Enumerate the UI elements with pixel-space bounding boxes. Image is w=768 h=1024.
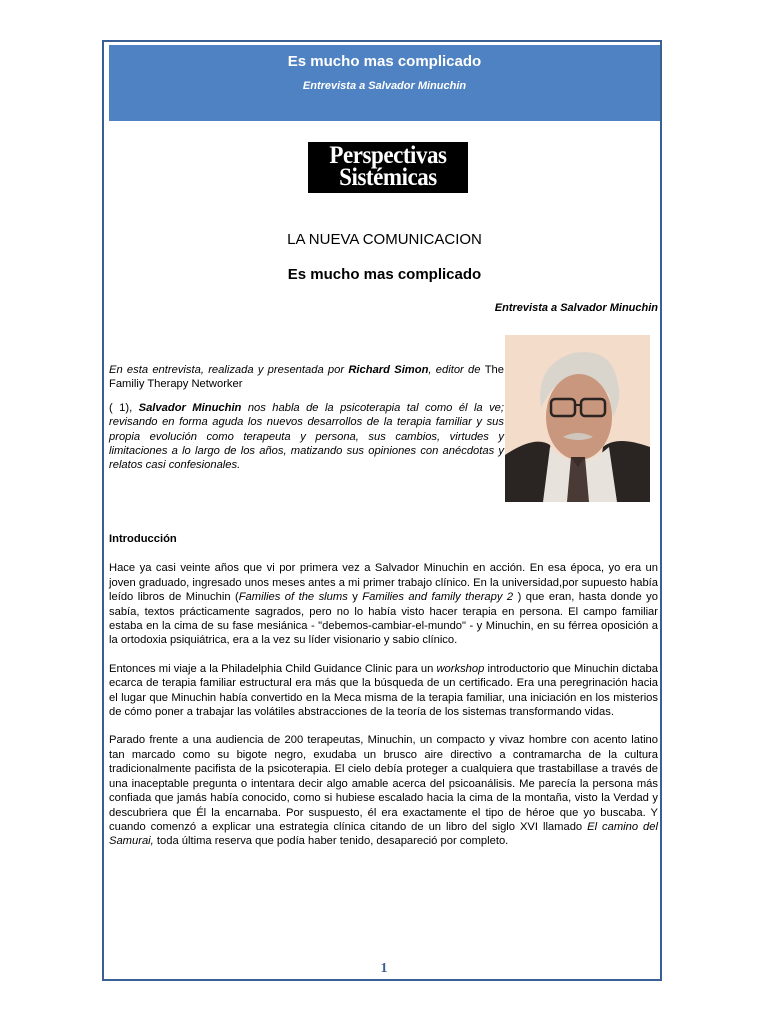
intro-abstract: En esta entrevista, realizada y presentada por Richard Simon, editor de The Familiy Therapy Networker ( 1), Salvador Minuchin nos habla de la psicoterapia tal como él la ve; revisando en forma aguda los nuevos desarrollos de la terapia familiar y sus propia evolución como terapeuta y persona, sus cambios, virtudes y limitaciones a lo largo de los años, matizando sus opiniones con anécdotas y relatos casi confesionales. — [109, 364, 504, 472]
article-body — [109, 532, 658, 863]
paragraph: Parado frente a una audiencia de 200 terapeutas, Minuchin, un compacto y vivaz hombre con acento latino tan marcado como su bigote negro, exudaba un brusco aire directivo a contramarcha de la cultura tradicionalmente pacifista de la psicoterapia. El cielo debía proteger a cualquiera que trastabillase a través de una inaceptable pregunta o intentara decir algo amable acerca del psicoanálisis. Me parecía la persona más confiada que jamás había conocido, como si hubiese escalado hacia la cima de la montaña, visto la Verdad y descubriera que Él la encarnaba. Por suspuesto, él era exactamente el tipo de héroe que yo buscaba. Y cuando comenzó a explicar una estrategia clínica citando de un libro del siglo XVI llamado El camino del Samurai, toda última reserva que podía haber tenido, desapareció por completo. — [109, 734, 658, 848]
section-heading: LA NUEVA COMUNICACION — [287, 231, 482, 248]
portrait-photo — [505, 335, 650, 502]
page-number: 1 — [380, 961, 388, 976]
header-banner — [109, 45, 660, 121]
journal-logo: Perspectivas Sistémicas — [308, 142, 468, 193]
section-title: Introducción — [109, 533, 177, 545]
banner-title: Es mucho mas complicado — [287, 53, 482, 70]
article-byline: Entrevista a Salvador Minuchin — [494, 302, 658, 314]
paragraph: Entonces mi viaje a la Philadelphia Child Guidance Clinic para un workshop introductorio que Minuchin dictaba ecarca de terapia familiar estructural era más que la búsqueda de un certificado. Era una peregrinación hacia el lugar que Minuchin había convertido en la Meca misma de la terapia familiar, una iniciación en los misterios de cómo poner a trabajar las volátiles abstracciones de la teoría de los sistemas transformando vidas. — [109, 662, 658, 719]
article-title: Es mucho mas complicado — [287, 266, 482, 283]
banner-subtitle: Entrevista a Salvador Minuchin — [302, 80, 467, 92]
paragraph: Hace ya casi veinte años que vi por primera vez a Salvador Minuchin en acción. En esa época, yo era un joven graduado, ingresado unos meses antes a mi primer trabajo clínico. En la universidad,por supuesto había leído libros de Minuchin (Families of the slums y Families and family therapy 2 ) que eran, hasta donde yo sabía, textos prácticamente sagrados, pero no lo había visto hacer terapia en persona. El campo familiar estaba en la cima de su fase mesiánica - "debemos-cambiar-el-mundo" - y Minuchin, en su férrea oposición a la ortodoxia psiquiátrica, era a la vez su líder visionario y sabio clínico. — [109, 562, 658, 647]
